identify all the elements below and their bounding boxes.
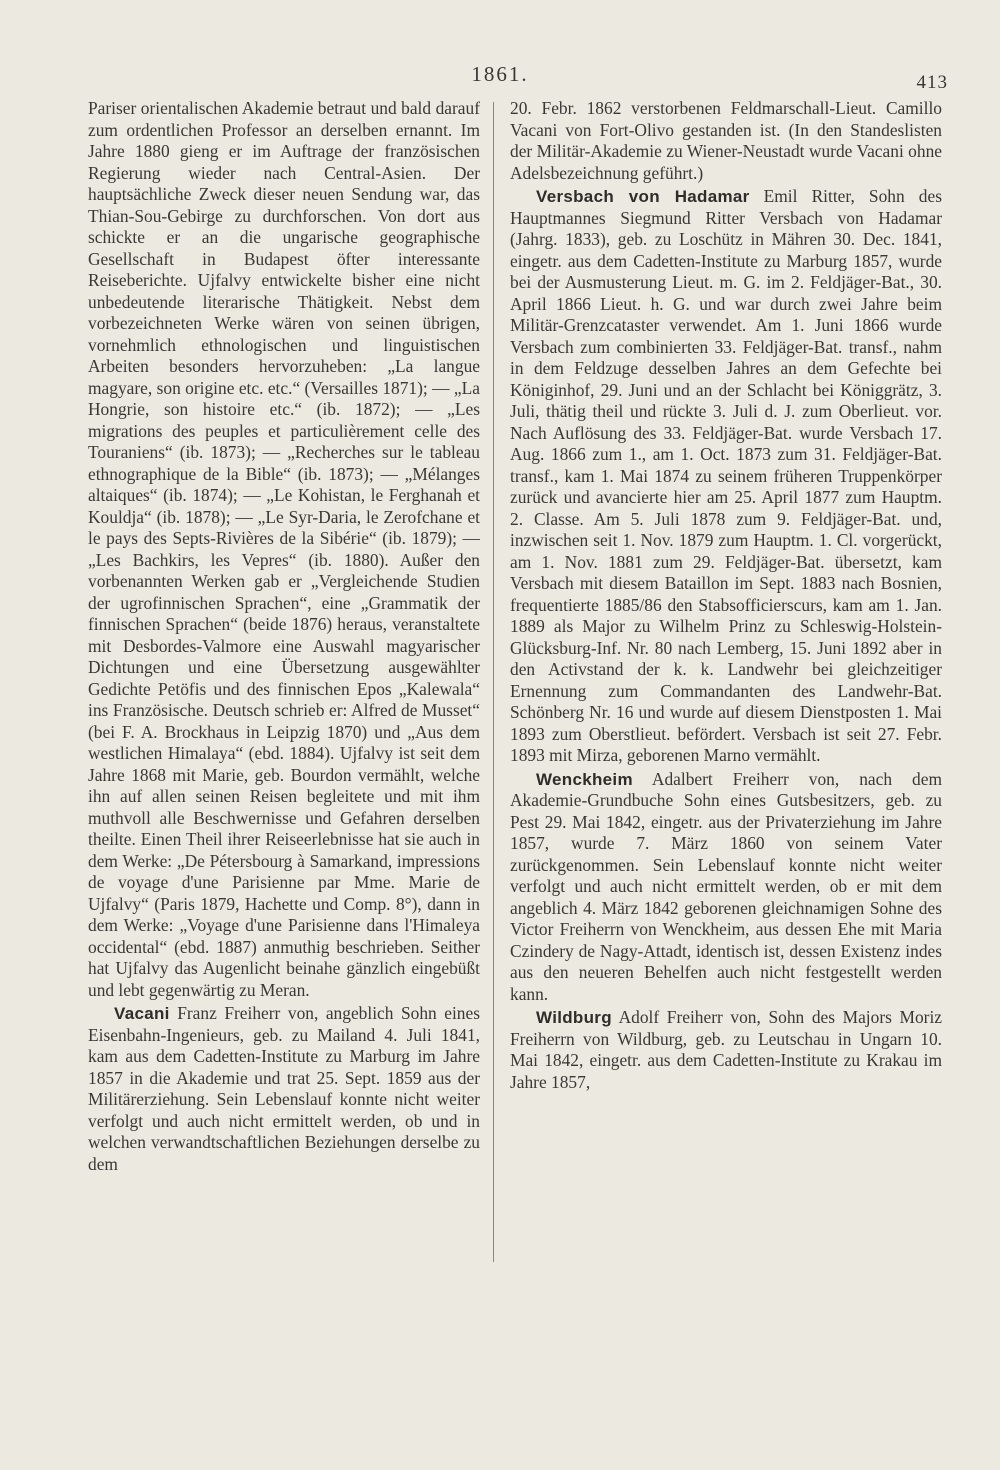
right-column	[510, 98, 942, 1308]
entry-versbach	[510, 186, 942, 767]
continuation-paragraph: Pariser orientalischen Akademie betraut und bald darauf zum ordentlichen Professor an derselben ernannt. Im Jahre 1880 gieng er im Auftrage der französischen Regierung wieder nach Central-Asien. Der hauptsächliche Zweck dieser neuen Sendung war, das Thian-Sou-Gebirge zu durchforschen. Von dort aus schickte er an die ungarische geographische Gesellschaft in Budapest öfter interessante Reiseberichte. Ujfalvy entwickelte bisher eine nicht unbedeutende literarische Thätigkeit. Nebst dem vorbezeichneten Werke wären von seinen übrigen, vornehmlich ethnologischen und linguistischen Arbeiten besonders hervorzuheben: „La langue magyare, son origine etc. etc.“ (Versailles 1871); — „La Hongrie, son histoire etc.“ (ib. 1872); — „Les migrations des peuples et particulièrement celle des Touraniens“ (ib. 1873); — „Recherches sur le tableau ethnographique de la Bible“ (ib. 1873); — „Mélanges altaiques“ (ib. 1874); — „Le Kohistan, le Ferghanah et Kouldja“ (ib. 1878); — „Le Syr-Daria, le Zerofchane et le pays des Septs-Rivières de la Sibérie“ (ib. 1879); — „Les Bachkirs, les Vepres“ (ib. 1880). Außer den vorbenannten Werken gab er „Vergleichende Studien der ugrofinnischen Sprachen“, eine „Grammatik der finnischen Sprachen“ (beide 1876) heraus, veranstaltete mit Desbordes-Valmore eine Auswahl magyarischer Dichtungen und eine Übersetzung ausgewählter Gedichte Petöfis und des finnischen Epos „Kalewala“ ins Französische. Deutsch schrieb er: Alfred de Musset“ (bei F. A. Brockhaus in Leipzig 1870) und „Aus dem westlichen Himalaya“ (ebd. 1884). Ujfalvy ist seit dem Jahre 1868 mit Marie, geb. Bourdon vermählt, welche ihn auf allen seinen Reisen begleitete und mit ihm muthvoll alle Beschwernisse und Gefahren derselben theilte. Einen Theil ihrer Reiseerlebnisse hat sie auch in dem Werke: „De Pétersbourg à Samarkand, impressions de voyage d'une Parisienne par Mme. Marie de Ujfalvy“ (Paris 1879, Hachette und Comp. 8°), dann in dem Werke: „Voyage d'une Parisienne dans l'Himaleya occidental“ (ebd. 1887) anmuthig beschrieben. Seither hat Ujfalvy das Augenlicht beinahe gänzlich eingebüßt und lebt gegenwärtig zu Meran.	[88, 98, 480, 1000]
page-number: 413	[916, 72, 948, 93]
entry-name: Wildburg	[536, 1008, 612, 1027]
entry-wenckheim	[510, 769, 942, 1006]
entry-vacani	[88, 1003, 480, 1175]
continuation-paragraph: 20. Febr. 1862 verstorbenen Feldmarschall-Lieut. Camillo Vacani von Fort-Olivo gestanden ist. (In den Standeslisten der Militär-Akademie zu Wiener-Neustadt wurde Vacani ohne Adelsbezeichnung geführt.)	[510, 98, 942, 183]
left-column	[88, 98, 480, 1308]
entry-text: Franz Freiherr von, angeblich Sohn eines Eisenbahn-Ingenieurs, geb. zu Mailand 4. Juli 1841, kam aus dem Cadetten-Institute zu Marburg im Jahre 1857 in die Akademie und trat 25. Sept. 1859 aus der Militärerziehung. Sein Lebenslauf konnte nicht weiter verfolgt und auch nicht ermittelt werden, ob und in welchen verwandtschaftlichen Beziehungen derselbe zu dem	[88, 1003, 480, 1174]
entry-name: Vacani	[114, 1004, 170, 1023]
running-header-year: 1861.	[471, 62, 529, 86]
entry-text: Adalbert Freiherr von, nach dem Akademie-Grundbuche Sohn eines Gutsbesitzers, geb. zu Pest 29. Mai 1842, eingetr. aus der Privaterziehung im Jahre 1857, wurde 7. März 1860 von seinem Vater zurückgenommen. Sein Lebenslauf konnte nicht weiter verfolgt und auch nicht ermittelt werden, ob er mit dem angeblich 4. März 1842 geborenen gleichnamigen Sohne des Victor Freiherrn von Wenckheim, aus dessen Ehe mit Maria Czindery de Nagy-Attadt, identisch ist, dessen Existenz indes aus den neueren Behelfen auch nicht festgestellt werden kann.	[510, 768, 942, 1004]
entry-name: Versbach von Hadamar	[536, 187, 750, 206]
entry-name: Wenckheim	[536, 769, 633, 789]
entry-text: Emil Ritter, Sohn des Hauptmannes Siegmund Ritter Versbach von Hadamar (Jahrg. 1833), geb. zu Loschütz in Mähren 30. Dec. 1841, eingetr. aus dem Cadetten-Institute zu Marburg 1857, wurde bei der Ausmusterung Lieut. m. G. im 2. Feldjäger-Bat., 30. April 1866 Lieut. h. G. und war durch zwei Jahre beim Militär-Grenzcataster verwendet. Am 1. Juni 1866 wurde Versbach zum combinierten 33. Feldjäger-Bat. transf., nahm in dem Feldzuge desselben Jahres an dem Gefechte bei Königinhof, 29. Juni und an der Schlacht bei Königgrätz, 3. Juli, thätig theil und rückte 3. Juli d. J. zum Oberlieut. vor. Nach Auflösung des 33. Feldjäger-Bat. wurde Versbach 17. Aug. 1866 zum 1., am 1. Oct. 1873 zum 31. Feldjäger-Bat. transf., kam 1. Mai 1874 zu seinem früheren Truppenkörper zurück und avancierte hier am 25. April 1877 zum Hauptm. 2. Classe. Am 5. Juli 1878 zum 9. Feldjäger-Bat. und, inzwischen seit 1. Nov. 1879 zum Hauptm. 1. Cl. vorgerückt, am 1. Nov. 1881 zum 29. Feldjäger-Bat. übersetzt, kam Versbach mit diesem Bataillon im Sept. 1883 nach Bosnien, frequentierte 1885/86 den Stabsofficierscurs, kam am 1. Jan. 1889 als Major zu Wilhelm Prinz zu Schleswig-Holstein-Glücksburg-Inf. Nr. 80 nach Lemberg, 15. Juni 1892 aber in den Activstand der k. k. Landwehr bei gleichzeitiger Ernennung zum Commandanten des Landwehr-Bat. Schönberg Nr. 16 und wurde auf diesem Dienstposten 1. Mai 1893 zum Oberstlieut. befördert. Versbach ist seit 27. Febr. 1893 mit Mirza, geborenen Marno vermählt.	[510, 186, 942, 765]
column-divider	[493, 102, 494, 1262]
entry-wildburg	[510, 1007, 942, 1093]
entry-text: Adolf Freiherr von, Sohn des Majors Moriz Freiherrn von Wildburg, geb. zu Leutschau in Ungarn 10. Mai 1842, eingetr. aus dem Cadetten-Institute zu Krakau im Jahre 1857,	[510, 1007, 942, 1092]
